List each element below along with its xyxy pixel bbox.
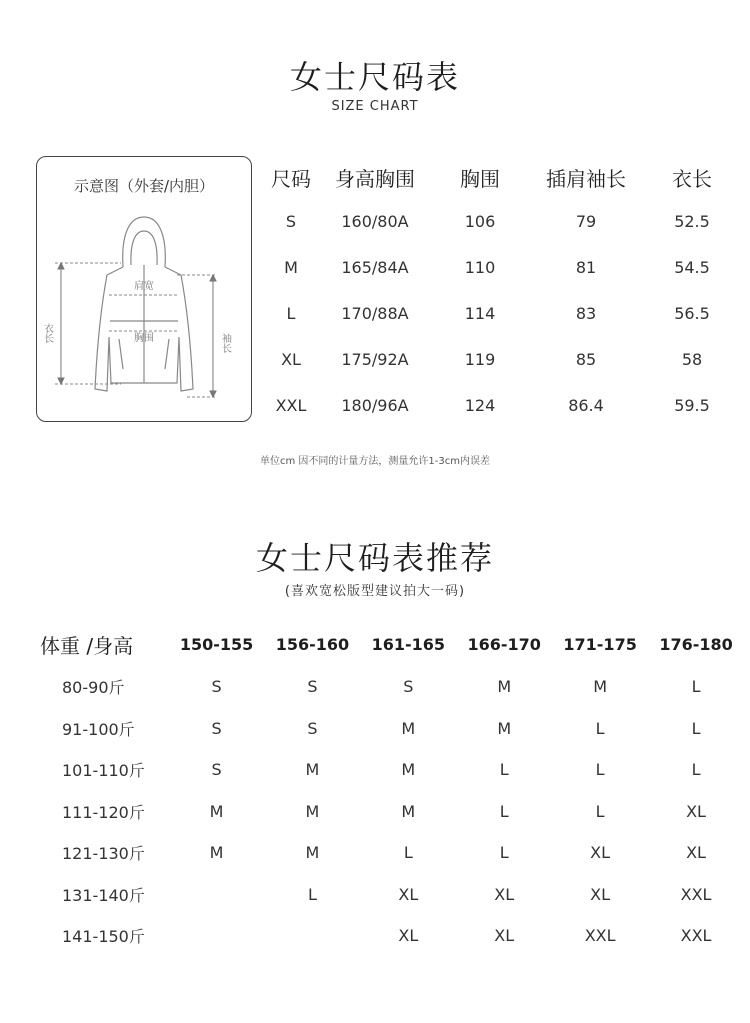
size-table <box>262 155 742 428</box>
size-chart-title: 女士尺码表 <box>289 58 460 96</box>
size-cell: S <box>285 212 297 232</box>
length-cell: 58 <box>681 349 703 369</box>
sleeve-label: 袖长 <box>219 333 231 353</box>
recommendation-title: 女士尺码表推荐 <box>255 539 494 577</box>
header-size: 尺码 <box>271 166 311 191</box>
table-row <box>32 666 744 708</box>
size-cell: S <box>211 760 222 780</box>
size-cell: XL <box>590 843 611 863</box>
table-row <box>262 291 742 337</box>
sleeve-cell: 85 <box>575 349 597 369</box>
header-height-chest: 身高胸围 <box>335 166 415 191</box>
sleeve-cell: 83 <box>575 303 597 323</box>
table-row <box>32 749 744 791</box>
left-pocket <box>119 339 123 369</box>
size-cell: M <box>209 843 224 863</box>
size-cell: L <box>307 884 317 904</box>
size-chart-subtitle: SIZE CHART <box>331 99 419 114</box>
height-chest-cell: 180/96A <box>341 395 409 415</box>
weight-cell: 101-110斤 <box>62 761 145 781</box>
table-row <box>32 832 744 874</box>
size-cell: M <box>305 760 320 780</box>
size-cell: M <box>305 801 320 821</box>
right-pocket <box>165 339 169 369</box>
chest-cell: 110 <box>464 258 496 278</box>
size-cell: S <box>307 718 318 738</box>
hood-outline <box>123 217 166 267</box>
chest-cell: 124 <box>464 395 496 415</box>
size-cell: XXL <box>680 884 712 904</box>
size-cell: L <box>499 843 509 863</box>
size-cell: L <box>691 718 701 738</box>
table-row <box>262 199 742 245</box>
length-cell: 56.5 <box>674 303 710 323</box>
size-cell: XL <box>398 926 419 946</box>
weight-cell: 91-100斤 <box>62 719 135 739</box>
weight-cell: 80-90斤 <box>62 678 125 698</box>
chest-cell: 114 <box>464 303 496 323</box>
weight-cell: 141-150斤 <box>62 927 145 947</box>
chest-cell: 106 <box>464 212 496 232</box>
table-row <box>262 336 742 382</box>
size-cell: XXL <box>584 926 616 946</box>
size-cell: M <box>401 760 416 780</box>
table-row <box>32 874 744 916</box>
table-row <box>262 245 742 291</box>
size-cell: S <box>403 677 414 697</box>
header-length: 衣长 <box>672 166 712 191</box>
weight-cell: 111-120斤 <box>62 802 145 822</box>
height-chest-cell: 175/92A <box>341 349 409 369</box>
size-cell: M <box>401 718 416 738</box>
size-cell: M <box>593 677 608 697</box>
recommendation-table <box>32 622 744 957</box>
jacket-illustration <box>37 157 253 423</box>
size-cell <box>265 915 361 957</box>
jacket-diagram <box>36 156 252 422</box>
weight-cell: 131-140斤 <box>62 885 145 905</box>
size-cell: XL <box>281 349 301 369</box>
size-cell: L <box>595 760 605 780</box>
length-cell: 52.5 <box>674 212 710 232</box>
size-cell: XL <box>686 801 706 821</box>
size-cell: M <box>497 677 512 697</box>
table-row <box>32 791 744 833</box>
sleeve-cell: 79 <box>575 212 597 232</box>
height-header: 171-175 <box>563 634 637 654</box>
size-cell: L <box>595 801 605 821</box>
diagram-caption: 示意图（外套/内胆） <box>73 177 215 195</box>
size-cell: XL <box>494 926 515 946</box>
sleeve-cell: 86.4 <box>568 395 604 415</box>
height-chest-cell: 160/80A <box>341 212 409 232</box>
height-header: 176-180 <box>659 634 733 654</box>
weight-cell: 121-130斤 <box>62 844 145 864</box>
height-chest-cell: 170/88A <box>341 303 409 323</box>
table-row <box>262 382 742 428</box>
size-cell: L <box>286 303 296 323</box>
header-sleeve: 插肩袖长 <box>546 166 626 191</box>
size-cell: L <box>403 843 413 863</box>
size-table-header <box>262 155 742 199</box>
size-cell: M <box>284 258 298 278</box>
size-cell: L <box>499 760 509 780</box>
size-cell: L <box>691 760 701 780</box>
size-cell: M <box>497 718 512 738</box>
length-cell: 59.5 <box>674 395 710 415</box>
size-cell: L <box>499 801 509 821</box>
recommendation-header <box>32 622 744 666</box>
length-label: 衣长 <box>41 323 53 343</box>
size-cell <box>169 874 265 916</box>
size-cell: L <box>691 677 701 697</box>
size-cell: XXL <box>680 926 712 946</box>
size-cell: M <box>401 801 416 821</box>
height-header: 166-170 <box>467 634 541 654</box>
hood-inner <box>131 231 157 265</box>
weight-height-header: 体重 /身高 <box>40 633 134 658</box>
height-header: 150-155 <box>179 634 254 654</box>
recommendation-subtitle: (喜欢宽松版型建议拍大一码) <box>284 584 466 599</box>
chest-label: 胸围 <box>134 333 154 344</box>
size-cell <box>169 915 265 957</box>
size-cell: L <box>595 718 605 738</box>
chest-cell: 119 <box>464 349 496 369</box>
sleeve-cell: 81 <box>575 258 597 278</box>
size-cell: XXL <box>275 395 307 415</box>
header-chest: 胸围 <box>460 166 500 191</box>
table-row <box>32 708 744 750</box>
shoulder-label: 肩宽 <box>134 281 154 292</box>
size-cell: S <box>211 718 222 738</box>
size-cell: XL <box>398 884 419 904</box>
size-cell: XL <box>494 884 515 904</box>
size-cell: M <box>305 843 320 863</box>
height-chest-cell: 165/84A <box>341 258 409 278</box>
length-cell: 54.5 <box>674 258 710 278</box>
size-cell: XL <box>686 843 706 863</box>
size-cell: XL <box>590 884 611 904</box>
size-cell: S <box>307 677 318 697</box>
table-row <box>32 915 744 957</box>
measurement-note: 单位cm 因不同的计量方法，测量允许1-3cm内误差 <box>260 456 490 467</box>
height-header: 161-165 <box>371 634 446 654</box>
height-header: 156-160 <box>275 634 350 654</box>
size-cell: M <box>209 801 224 821</box>
size-cell: S <box>211 677 222 697</box>
